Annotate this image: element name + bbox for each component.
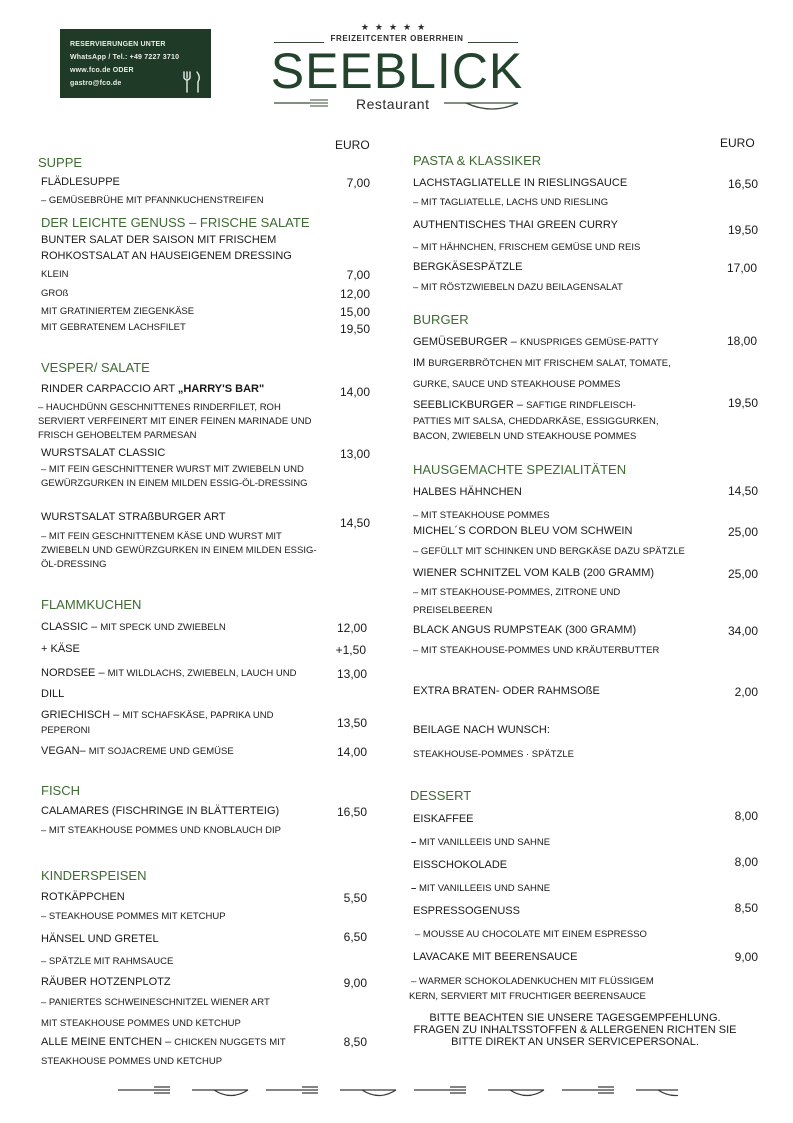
logo-name: SEEBLICK [270, 43, 524, 99]
price-lachsfilet: 19,50 [339, 322, 370, 336]
price-espressogenuss: 8,50 [734, 901, 758, 915]
desc-haehnchen: – MIT STEAKHOUSE POMMES [413, 510, 550, 521]
desc-gemueseburger-rest: BURGERBRÖTCHEN MIT FRISCHEM SALAT, TOMATE, [428, 358, 671, 369]
desc-lachstagliatelle: – MIT TAGLIATELLE, LACHS UND RIESLING [413, 197, 609, 208]
price-klein: 7,00 [346, 268, 370, 282]
item-eiskaffee: EISKAFFEE [413, 813, 474, 825]
item-vegan-sub: MIT SOJACREME UND GEMÜSE [88, 746, 234, 757]
section-vesper: VESPER/ SALATE [41, 360, 150, 375]
item-espressogenuss: ESPRESSOGENUSS [413, 905, 520, 917]
desc-lavacake-2: KERN, SERVIERT MIT FRUCHTIGER BEERENSAUCE [409, 991, 646, 1002]
fork-plate-divider-icon [118, 1080, 678, 1104]
desc-espressogenuss: – MOUSSE AU CHOCOLATE MIT EINEM ESPRESSO [415, 929, 647, 940]
desc-seeblickburger-1: PATTIES MIT SALSA, CHEDDARKÄSE, ESSIGGURKEN, [413, 416, 659, 427]
price-wiener-schnitzel: 25,00 [727, 567, 758, 581]
price-eiskaffee: 8,00 [734, 809, 758, 823]
logo-stars: ★★★★★ [360, 22, 432, 32]
price-haehnchen: 14,50 [727, 484, 758, 498]
reservation-box [60, 29, 211, 98]
price-carpaccio: 14,00 [339, 385, 370, 399]
item-gemueseburger [413, 336, 658, 348]
price-extra-sosse: 2,00 [734, 685, 758, 699]
section-burger: BURGER [413, 312, 469, 327]
price-rotkaeppchen: 5,50 [343, 891, 367, 905]
desc-raeuber-1: – PANIERTES SCHWEINESCHNITZEL WIENER ART [41, 997, 270, 1008]
item-vegan-label: VEGAN– [41, 745, 89, 757]
item-rumpsteak: BLACK ANGUS RUMPSTEAK (300 GRAMM) [413, 624, 637, 636]
item-thai-curry: AUTHENTISCHES THAI GREEN CURRY [413, 219, 618, 231]
item-beilage: BEILAGE NACH WUNSCH: [413, 724, 550, 736]
item-classic-label: CLASSIC – [41, 621, 101, 633]
item-classic-sub: MIT SPECK UND ZWIEBELN [100, 622, 226, 633]
price-flaedlesuppe: 7,00 [346, 176, 370, 190]
section-pasta: PASTA & KLASSIKER [413, 153, 542, 168]
section-flammkuchen: FLAMMKUCHEN [41, 597, 142, 612]
price-eisschokolade: 8,00 [734, 855, 758, 869]
item-wurstsalat-classic: WURSTSALAT CLASSIC [41, 447, 166, 459]
item-griechisch [41, 709, 273, 721]
desc-gemueseburger-1 [413, 357, 671, 369]
price-griechisch: 13,50 [336, 716, 367, 730]
item-nordsee [41, 667, 296, 679]
item-entchen-label: ALLE MEINE ENTCHEN – [41, 1036, 175, 1048]
desc-seeblickburger-2: BACON, ZWIEBELN UND STEAKHOUSE POMMES [413, 431, 637, 442]
item-kaese: + KÄSE [41, 643, 80, 655]
price-calamares: 16,50 [336, 805, 367, 819]
item-carpaccio-bold: „HARRY'S BAR" [177, 383, 265, 395]
price-classic: 12,00 [336, 621, 367, 635]
reservation-web: www.fco.de ODER [70, 67, 134, 74]
desc-wurstsalat-strassburger: – MIT FEIN GESCHNITTENEM KÄSE UND WURST MIT ZWIEBELN UND GEWÜRZGURKEN IN EINEM MILDEN ESSIG-ÖL-DRESSING [41, 531, 317, 570]
desc-wiener-schnitzel-2: PREISELBEEREN [413, 605, 493, 616]
price-gemueseburger: 18,00 [726, 334, 757, 348]
desc-bergkaesespaetzle: – MIT RÖSTZWIEBELN DAZU BEILAGENSALAT [413, 282, 623, 293]
plate-icon [488, 1090, 544, 1096]
currency-right: EURO [720, 136, 755, 150]
fork-knife-icon [181, 71, 203, 93]
item-lavacake: LAVACAKE MIT BEERENSAUCE [413, 951, 578, 963]
price-wurstsalat-strassburger: 14,50 [339, 516, 370, 530]
desc-flaedlesuppe: – GEMÜSEBRÜHE MIT PFANNKUCHENSTREIFEN [41, 195, 264, 206]
item-seeblickburger-sub: SAFTIGE RINDFLEISCH- [526, 400, 636, 411]
logo-restaurant: Restaurant [356, 96, 430, 112]
price-thai-curry: 19,50 [727, 223, 758, 237]
price-haensel: 6,50 [343, 930, 367, 944]
desc-haensel: – SPÄTZLE MIT RAHMSAUCE [41, 956, 174, 967]
desc-rumpsteak: – MIT STEAKHOUSE-POMMES UND KRÄUTERBUTTER [413, 645, 660, 656]
item-haehnchen: HALBES HÄHNCHEN [413, 486, 522, 498]
reservation-phone: WhatsApp / Tel.: +49 7227 3710 [70, 54, 180, 61]
item-cordon-bleu: MICHEL´S CORDON BLEU VOM SCHWEIN [413, 525, 633, 537]
item-wiener-schnitzel: WIENER SCHNITZEL VOM KALB (200 GRAMM) [413, 567, 655, 579]
desc-eisschokolade: – MIT VANILLEEIS UND SAHNE [411, 883, 551, 894]
currency-left: EURO [335, 138, 370, 152]
item-haensel: HÄNSEL UND GRETEL [41, 933, 159, 945]
desc-wurstsalat-classic: – MIT FEIN GESCHNITTENER WURST MIT ZWIEBELN UND GEWÜRZGURKEN IN EINEM MILDEN ESSIG-ÖL-DRESSING [41, 464, 308, 489]
notice-line-3: BITTE DIREKT AN UNSER SERVICEPERSONAL. [451, 1036, 699, 1048]
item-nordsee-label: NORDSEE – [41, 667, 108, 679]
item-gross: GROß [41, 288, 69, 299]
desc-gemueseburger-2: GURKE, SAUCE UND STEAKHOUSE POMMES [413, 379, 621, 390]
section-fisch: FISCH [41, 783, 80, 798]
desc-eisschokolade-text: MIT VANILLEEIS UND SAHNE [418, 883, 551, 894]
fork-icon [118, 1087, 170, 1093]
item-classic [41, 621, 226, 633]
section-suppe: SUPPE [38, 155, 83, 170]
item-lachstagliatelle: LACHSTAGLIATELLE IN RIESLINGSAUCE [413, 177, 628, 189]
item-klein: KLEIN [41, 269, 69, 280]
price-wurstsalat-classic: 13,00 [339, 447, 370, 461]
notice-line-2: FRAGEN ZU INHALTSSTOFFEN & ALLERGENEN RICHTEN SIE [413, 1024, 737, 1036]
desc-eiskaffee: – MIT VANILLEEIS UND SAHNE [411, 837, 551, 848]
item-flaedlesuppe: FLÄDLESUPPE [41, 176, 120, 188]
item-entchen-sub: CHICKEN NUGGETS MIT [174, 1037, 286, 1048]
price-seeblickburger: 19,50 [727, 396, 758, 410]
section-hausgemacht: HAUSGEMACHTE SPEZIALITÄTEN [413, 462, 627, 477]
reservation-line-1: RESERVIERUNGEN UNTER [70, 41, 166, 48]
item-carpaccio-label: RINDER CARPACCIO ART [41, 383, 178, 395]
desc-raeuber-2: MIT STEAKHOUSE POMMES UND KETCHUP [41, 1018, 241, 1029]
price-vegan: 14,00 [336, 745, 367, 759]
item-seeblickburger-label: SEEBLICKBURGER – [413, 399, 527, 411]
fork-icon [266, 1087, 318, 1093]
price-entchen: 8,50 [343, 1035, 367, 1049]
item-seeblickburger [413, 399, 636, 411]
desc-wiener-schnitzel-1: – MIT STEAKHOUSE-POMMES, ZITRONE UND [413, 587, 621, 598]
reservation-email: gastro@fco.de [70, 80, 122, 87]
desc-calamares: – MIT STEAKHOUSE POMMES UND KNOBLAUCH DIP [41, 825, 282, 836]
item-carpaccio [41, 383, 264, 395]
notice [390, 1012, 760, 1048]
price-cordon-bleu: 25,00 [727, 525, 758, 539]
item-bunter-salat: BUNTER SALAT DER SAISON MIT FRISCHEM [41, 234, 277, 246]
price-rumpsteak: 34,00 [727, 624, 758, 638]
price-nordsee: 13,00 [336, 667, 367, 681]
item-bergkaesespaetzle: BERGKÄSESPÄTZLE [413, 261, 523, 273]
notice-line-1: BITTE BEACHTEN SIE UNSERE TAGESGEMPFEHLUNG. [429, 1012, 721, 1024]
item-lachsfilet: MIT GEBRATENEM LACHSFILET [41, 322, 186, 333]
desc-carpaccio: – HAUCHDÜNN GESCHNITTENES RINDERFILET, ROH SERVIERT VERFEINERT MIT EINER FEINEN MARINADE UND FRISCH GEHOBELTEM PARMESAN [38, 402, 312, 441]
desc-thai-curry: – MIT HÄHNCHEN, FRISCHEM GEMÜSE UND REIS [413, 242, 641, 253]
item-rotkaeppchen: ROTKÄPPCHEN [41, 891, 125, 903]
item-gemueseburger-sub: KNUSPRIGES GEMÜSE-PATTY [519, 337, 659, 348]
section-kinderspeisen: KINDERSPEISEN [41, 868, 147, 883]
item-peperoni: PEPERONI [41, 725, 91, 736]
item-griechisch-label: GRIECHISCH – [41, 709, 123, 721]
price-raeuber: 9,00 [343, 976, 367, 990]
desc-beilage: STEAKHOUSE-POMMES · SPÄTZLE [413, 749, 574, 760]
item-eisschokolade: EISSCHOKOLADE [413, 859, 508, 871]
item-bunter-salat-2: ROHKOSTSALAT AN HAUSEIGENEM DRESSING [41, 250, 292, 262]
price-ziegenkaese: 15,00 [339, 305, 370, 319]
item-gemueseburger-label: GEMÜSEBURGER – [413, 336, 520, 348]
item-nordsee-sub: MIT WILDLACHS, ZWIEBELN, LAUCH UND [107, 668, 297, 679]
item-griechisch-sub: MIT SCHAFSKÄSE, PAPRIKA UND [122, 710, 274, 721]
price-lachstagliatelle: 16,50 [727, 177, 758, 191]
item-raeuber: RÄUBER HOTZENPLOTZ [41, 976, 171, 988]
item-entchen [41, 1036, 286, 1048]
desc-gemueseburger-im: IM [413, 357, 429, 369]
desc-lavacake-1: – WARMER SCHOKOLADENKUCHEN MIT FLÜSSIGEM [411, 976, 654, 987]
section-genuss: DER LEICHTE GENUSS – FRISCHE SALATE [41, 215, 310, 230]
fork-icon [414, 1087, 466, 1093]
desc-cordon-bleu: – GEFÜLLT MIT SCHINKEN UND BERGKÄSE DAZU SPÄTZLE [413, 546, 685, 557]
plate-icon [192, 1090, 248, 1096]
item-calamares: CALAMARES (FISCHRINGE IN BLÄTTERTEIG) [41, 805, 280, 817]
price-bergkaesespaetzle: 17,00 [726, 261, 757, 275]
desc-eiskaffee-text: MIT VANILLEEIS UND SAHNE [418, 837, 551, 848]
section-dessert: DESSERT [410, 788, 472, 803]
price-gross: 12,00 [339, 287, 370, 301]
item-ziegenkaese: MIT GRATINIERTEM ZIEGENKÄSE [41, 306, 195, 317]
item-wurstsalat-strassburger: WURSTSALAT STRAßBURGER ART [41, 511, 226, 523]
price-kaese: +1,50 [335, 643, 366, 657]
item-extra-sosse: EXTRA BRATEN- ODER RAHMSOßE [413, 685, 600, 697]
desc-rotkaeppchen: – STEAKHOUSE POMMES MIT KETCHUP [41, 911, 226, 922]
price-lavacake: 9,00 [734, 950, 758, 964]
plate-icon [340, 1090, 396, 1096]
item-nordsee-dill: DILL [41, 688, 65, 700]
fork-icon [562, 1087, 614, 1093]
item-vegan [41, 745, 234, 757]
plate-icon [636, 1090, 678, 1096]
desc-entchen: STEAKHOUSE POMMES UND KETCHUP [41, 1056, 223, 1067]
logo-subtitle: FREIZEITCENTER OBERRHEIN [330, 34, 464, 43]
